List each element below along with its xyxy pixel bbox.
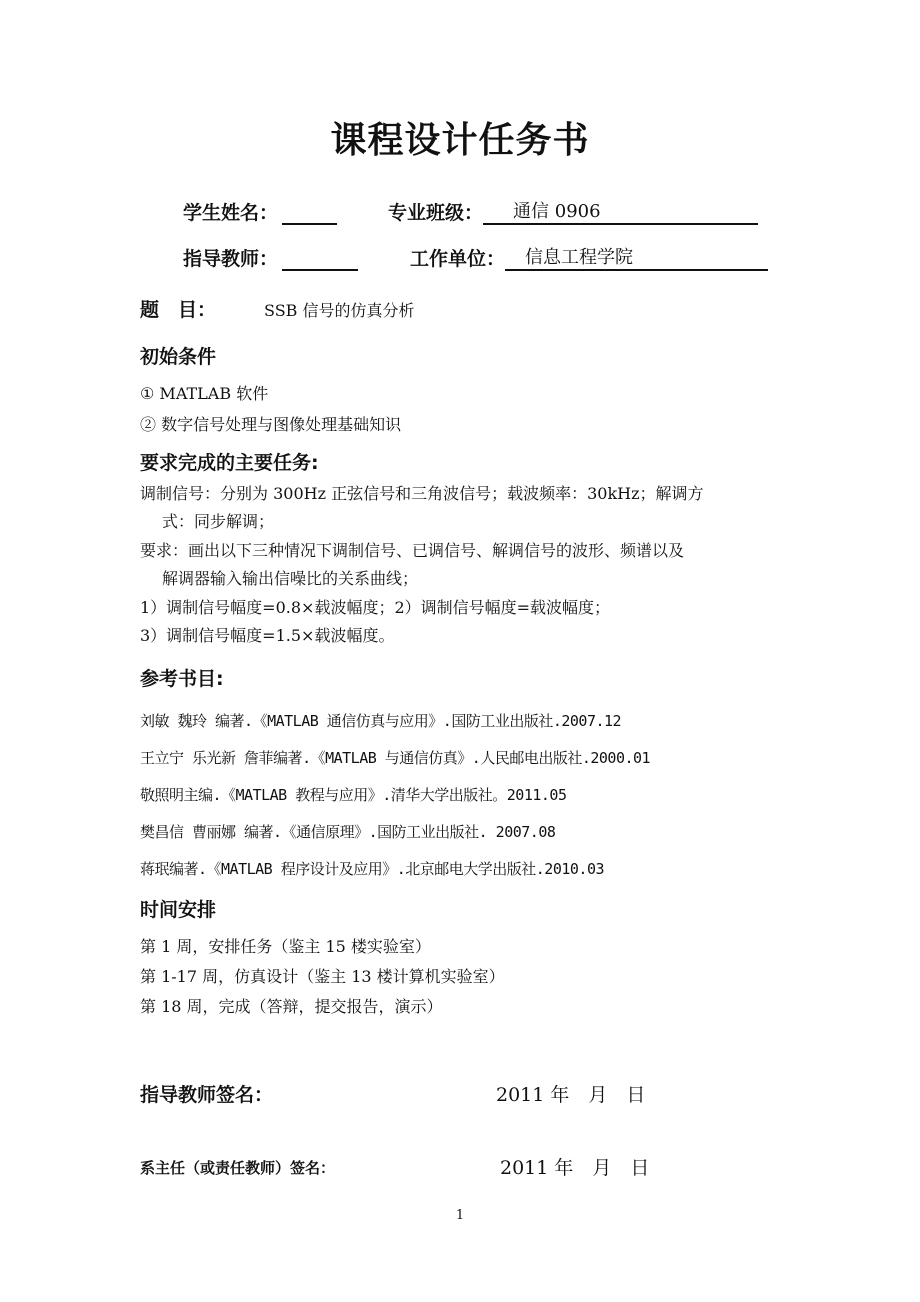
- advisor-signature-label: 指导教师签名：: [140, 1084, 274, 1106]
- reference-item: 王立宁 乐光新 詹菲编著.《MATLAB 与通信仿真》.人民邮电出版社.2000.01: [140, 749, 651, 767]
- task-line: 要求：画出以下三种情况下调制信号、已调信号、解调信号的波形、频谱以及: [140, 541, 685, 560]
- reference-item: 敬照明主编.《MATLAB 教程与应用》.清华大学出版社。2011.05: [140, 786, 567, 804]
- head-signature-date: 2011 年 月 日: [500, 1157, 650, 1179]
- topic-row: [140, 295, 415, 322]
- reference-item: 樊昌信 曹丽娜 编著.《通信原理》.国防工业出版社. 2007.08: [140, 823, 556, 841]
- reference-item: 蒋珉编著.《MATLAB 程序设计及应用》.北京邮电大学出版社.2010.03: [140, 860, 605, 878]
- schedule-heading: 时间安排: [140, 899, 217, 921]
- advisor-field[interactable]: [282, 247, 358, 271]
- schedule-item: 第 18 周，完成（答辩，提交报告，演示）: [140, 997, 443, 1016]
- task-line: 式：同步解调；: [162, 512, 275, 531]
- work-unit-row: [410, 244, 768, 271]
- initial-condition-item: ② 数字信号处理与图像处理基础知识: [140, 415, 402, 434]
- task-line: 解调器输入输出信噪比的关系曲线；: [162, 569, 419, 588]
- advisor-label: 指导教师：: [183, 248, 279, 270]
- schedule-item: 第 1 周，安排任务（鉴主 15 楼实验室）: [140, 937, 431, 956]
- main-tasks-heading: 要求完成的主要任务:: [140, 452, 319, 474]
- task-line: 3）调制信号幅度=1.5×载波幅度。: [140, 626, 395, 645]
- head-signature-label: 系主任（或责任教师）签名：: [140, 1159, 336, 1177]
- major-class-label: 专业班级：: [388, 202, 484, 224]
- references-heading: 参考书目:: [140, 668, 224, 690]
- work-unit-field[interactable]: 信息工程学院: [505, 247, 768, 271]
- topic-label: 题 目：: [140, 299, 217, 321]
- reference-item: 刘敏 魏玲 编著.《MATLAB 通信仿真与应用》.国防工业出版社.2007.12: [140, 712, 622, 730]
- work-unit-label: 工作单位：: [410, 248, 506, 270]
- advisor-row: [183, 244, 358, 271]
- student-name-row: [183, 198, 337, 225]
- major-class-field[interactable]: 通信 0906: [483, 201, 758, 225]
- schedule-item: 第 1-17 周，仿真设计（鉴主 13 楼计算机实验室）: [140, 967, 505, 986]
- advisor-signature-date: 2011 年 月 日: [496, 1084, 646, 1106]
- student-name-label: 学生姓名：: [183, 202, 279, 224]
- task-line: 1）调制信号幅度=0.8×载波幅度；2）调制信号幅度=载波幅度；: [140, 598, 611, 617]
- task-line: 调制信号：分别为 300Hz 正弦信号和三角波信号；载波频率：30kHz；解调方: [140, 484, 704, 503]
- page-title: 课程设计任务书: [330, 120, 590, 161]
- major-class-row: [388, 198, 758, 225]
- student-name-field[interactable]: [282, 201, 337, 225]
- initial-condition-item: ① MATLAB 软件: [140, 384, 269, 403]
- topic-value: SSB 信号的仿真分析: [264, 301, 415, 320]
- page-number: 1: [455, 1208, 465, 1223]
- initial-conditions-heading: 初始条件: [140, 346, 217, 368]
